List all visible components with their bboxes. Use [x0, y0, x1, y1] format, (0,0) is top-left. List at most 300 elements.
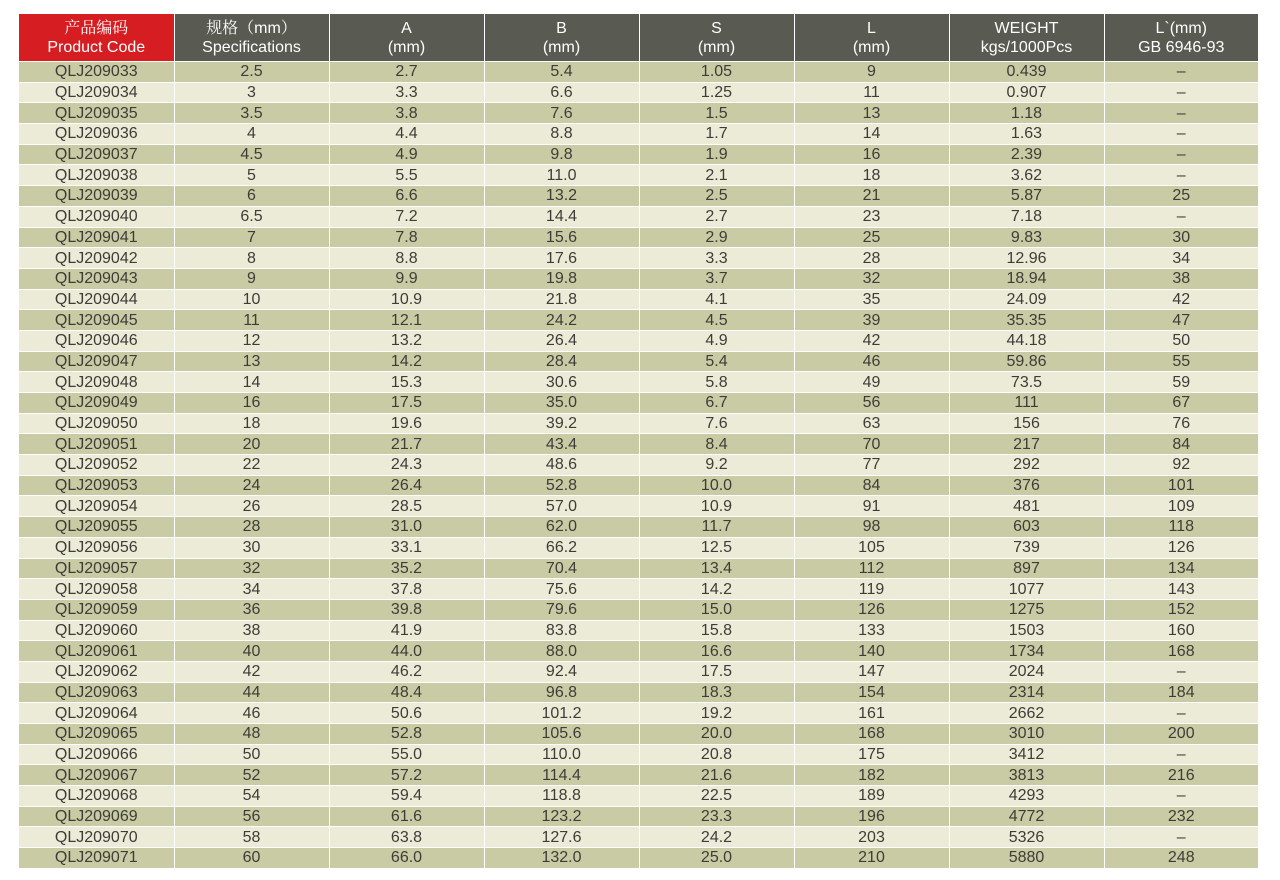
table-cell: 11: [174, 310, 329, 331]
header-line: A: [401, 19, 412, 37]
table-cell: 5.4: [639, 351, 794, 372]
table-row: [19, 682, 1258, 703]
table-cell: 96.8: [484, 682, 639, 703]
table-cell: 57.0: [484, 496, 639, 517]
table-cell: 8: [174, 248, 329, 269]
table-header-row: [19, 14, 1258, 62]
table-row: [19, 434, 1258, 455]
header-product-code: [19, 14, 174, 62]
table-cell: QLJ209067: [19, 765, 174, 786]
table-cell: 20: [174, 434, 329, 455]
table-cell: 9.8: [484, 144, 639, 165]
table-cell: 24.09: [949, 289, 1104, 310]
table-cell: 3.7: [639, 268, 794, 289]
table-cell: 3: [174, 82, 329, 103]
table-cell: 47: [1104, 310, 1258, 331]
table-cell: 70.4: [484, 558, 639, 579]
table-cell: 182: [794, 765, 949, 786]
table-cell: 118: [1104, 517, 1258, 538]
table-row: [19, 579, 1258, 600]
table-row: [19, 124, 1258, 145]
table-row: [19, 641, 1258, 662]
table-cell: 4772: [949, 806, 1104, 827]
table-cell: QLJ209052: [19, 455, 174, 476]
table-cell: 4.5: [174, 144, 329, 165]
table-cell: QLJ209065: [19, 724, 174, 745]
table-cell: QLJ209054: [19, 496, 174, 517]
table-row: [19, 517, 1258, 538]
table-cell: 19.8: [484, 268, 639, 289]
table-row: [19, 227, 1258, 248]
table-cell: QLJ209035: [19, 103, 174, 124]
table-cell: 154: [794, 682, 949, 703]
table-cell: 36: [174, 599, 329, 620]
table-cell: 84: [794, 475, 949, 496]
table-cell: 55.0: [329, 744, 484, 765]
table-cell: 123.2: [484, 806, 639, 827]
table-cell: 41.9: [329, 620, 484, 641]
table-cell: 3.8: [329, 103, 484, 124]
table-row: [19, 289, 1258, 310]
table-cell: QLJ209047: [19, 351, 174, 372]
table-cell: QLJ209057: [19, 558, 174, 579]
table-cell: QLJ209039: [19, 186, 174, 207]
table-row: [19, 330, 1258, 351]
table-cell: 8.4: [639, 434, 794, 455]
table-cell: 203: [794, 827, 949, 848]
table-row: [19, 786, 1258, 807]
table-cell: 4.4: [329, 124, 484, 145]
table-cell: –: [1104, 661, 1258, 682]
table-cell: 26.4: [329, 475, 484, 496]
table-cell: 140: [794, 641, 949, 662]
table-cell: 14.2: [639, 579, 794, 600]
table-cell: 9: [174, 268, 329, 289]
table-cell: 56: [794, 393, 949, 414]
table-cell: 134: [1104, 558, 1258, 579]
table-row: [19, 724, 1258, 745]
table-cell: 76: [1104, 413, 1258, 434]
table-cell: 91: [794, 496, 949, 517]
header-line: S: [711, 19, 722, 37]
table-cell: 67: [1104, 393, 1258, 414]
table-row: [19, 372, 1258, 393]
table-cell: 21: [794, 186, 949, 207]
table-cell: QLJ209037: [19, 144, 174, 165]
table-cell: 33.1: [329, 537, 484, 558]
table-cell: QLJ209060: [19, 620, 174, 641]
table-cell: 603: [949, 517, 1104, 538]
table-cell: –: [1104, 62, 1258, 83]
header-line: L`(mm): [1155, 19, 1208, 37]
table-cell: 133: [794, 620, 949, 641]
table-cell: 5.5: [329, 165, 484, 186]
table-cell: 0.907: [949, 82, 1104, 103]
table-cell: 44.0: [329, 641, 484, 662]
table-cell: 52.8: [329, 724, 484, 745]
table-cell: 44.18: [949, 330, 1104, 351]
table-cell: QLJ209051: [19, 434, 174, 455]
table-cell: 248: [1104, 848, 1258, 868]
table-cell: 7.18: [949, 206, 1104, 227]
table-cell: 1734: [949, 641, 1104, 662]
table-row: [19, 144, 1258, 165]
table-cell: 5326: [949, 827, 1104, 848]
table-cell: 88.0: [484, 641, 639, 662]
table-cell: 14: [174, 372, 329, 393]
table-cell: 21.8: [484, 289, 639, 310]
table-cell: 28.5: [329, 496, 484, 517]
table-cell: 23: [794, 206, 949, 227]
table-cell: 168: [794, 724, 949, 745]
table-cell: 10.9: [329, 289, 484, 310]
table-cell: 73.5: [949, 372, 1104, 393]
table-cell: 13: [174, 351, 329, 372]
table-cell: 34: [1104, 248, 1258, 269]
table-cell: 7.8: [329, 227, 484, 248]
header-line: (mm): [542, 38, 581, 56]
table-cell: 75.6: [484, 579, 639, 600]
header-a: [329, 14, 484, 62]
table-cell: 35.0: [484, 393, 639, 414]
table-cell: 48.4: [329, 682, 484, 703]
table-cell: 1.63: [949, 124, 1104, 145]
table-cell: 26: [174, 496, 329, 517]
table-cell: 30.6: [484, 372, 639, 393]
header-line: (mm): [387, 38, 426, 56]
table-row: [19, 599, 1258, 620]
table-cell: QLJ209069: [19, 806, 174, 827]
table-cell: QLJ209036: [19, 124, 174, 145]
header-line: WEIGHT: [994, 19, 1059, 37]
table-cell: 28: [174, 517, 329, 538]
table-cell: 2.39: [949, 144, 1104, 165]
table-cell: QLJ209066: [19, 744, 174, 765]
table-row: [19, 703, 1258, 724]
table-cell: 14.4: [484, 206, 639, 227]
table-cell: 44: [174, 682, 329, 703]
table-cell: 114.4: [484, 765, 639, 786]
table-cell: 11: [794, 82, 949, 103]
table-cell: 1.05: [639, 62, 794, 83]
table-cell: 897: [949, 558, 1104, 579]
table-row: [19, 351, 1258, 372]
table-cell: 132.0: [484, 848, 639, 868]
table-cell: 50: [174, 744, 329, 765]
table-cell: 18: [794, 165, 949, 186]
table-cell: 9.9: [329, 268, 484, 289]
table-cell: 161: [794, 703, 949, 724]
table-cell: 37.8: [329, 579, 484, 600]
table-row: [19, 620, 1258, 641]
table-cell: 55: [1104, 351, 1258, 372]
table-cell: 152: [1104, 599, 1258, 620]
table-cell: 7.2: [329, 206, 484, 227]
table-cell: 481: [949, 496, 1104, 517]
table-cell: 13: [794, 103, 949, 124]
table-cell: 48.6: [484, 455, 639, 476]
table-cell: 168: [1104, 641, 1258, 662]
table-cell: 184: [1104, 682, 1258, 703]
table-cell: 39.2: [484, 413, 639, 434]
table-cell: 24: [174, 475, 329, 496]
header-line: 规格（mm）: [206, 19, 297, 37]
table-cell: 105.6: [484, 724, 639, 745]
table-cell: 111: [949, 393, 1104, 414]
table-cell: 110.0: [484, 744, 639, 765]
table-cell: 1.5: [639, 103, 794, 124]
header-line: Product Code: [47, 38, 146, 56]
table-cell: 77: [794, 455, 949, 476]
table-cell: QLJ209040: [19, 206, 174, 227]
table-cell: 1.18: [949, 103, 1104, 124]
table-cell: QLJ209041: [19, 227, 174, 248]
table-cell: 52: [174, 765, 329, 786]
table-cell: 14.2: [329, 351, 484, 372]
table-cell: 66.2: [484, 537, 639, 558]
table-cell: QLJ209055: [19, 517, 174, 538]
table-cell: QLJ209034: [19, 82, 174, 103]
table-cell: QLJ209063: [19, 682, 174, 703]
table-cell: 84: [1104, 434, 1258, 455]
table-cell: QLJ209033: [19, 62, 174, 83]
header-s: [639, 14, 794, 62]
table-cell: 24.3: [329, 455, 484, 476]
table-cell: –: [1104, 82, 1258, 103]
table-cell: 5: [174, 165, 329, 186]
header-line: GB 6946-93: [1138, 38, 1225, 56]
table-cell: 38: [1104, 268, 1258, 289]
table-cell: 16: [174, 393, 329, 414]
table-cell: 2662: [949, 703, 1104, 724]
table-cell: 7: [174, 227, 329, 248]
table-cell: 28.4: [484, 351, 639, 372]
table-cell: 216: [1104, 765, 1258, 786]
table-cell: 147: [794, 661, 949, 682]
table-cell: 217: [949, 434, 1104, 455]
table-cell: 126: [1104, 537, 1258, 558]
table-cell: 189: [794, 786, 949, 807]
table-cell: 232: [1104, 806, 1258, 827]
table-cell: 15.0: [639, 599, 794, 620]
table-row: [19, 82, 1258, 103]
table-cell: QLJ209048: [19, 372, 174, 393]
table-cell: 63: [794, 413, 949, 434]
table-cell: 15.3: [329, 372, 484, 393]
table-body: [19, 62, 1258, 868]
header-l-prime: [1104, 14, 1258, 62]
table-cell: 25: [1104, 186, 1258, 207]
table-cell: 4: [174, 124, 329, 145]
table-cell: 3412: [949, 744, 1104, 765]
table-cell: 11.0: [484, 165, 639, 186]
table-cell: –: [1104, 827, 1258, 848]
spec-table-container: [19, 14, 1258, 868]
table-cell: 2.1: [639, 165, 794, 186]
table-cell: 4.1: [639, 289, 794, 310]
header-line: (mm): [697, 38, 736, 56]
table-cell: –: [1104, 124, 1258, 145]
table-row: [19, 268, 1258, 289]
table-cell: 9.83: [949, 227, 1104, 248]
table-cell: –: [1104, 103, 1258, 124]
table-row: [19, 62, 1258, 83]
table-cell: 20.0: [639, 724, 794, 745]
table-cell: 101: [1104, 475, 1258, 496]
table-cell: 21.6: [639, 765, 794, 786]
header-line: Specifications: [202, 38, 301, 56]
table-cell: 6: [174, 186, 329, 207]
table-cell: 12: [174, 330, 329, 351]
table-cell: 6.6: [484, 82, 639, 103]
table-row: [19, 186, 1258, 207]
table-cell: 12.5: [639, 537, 794, 558]
table-cell: 4.9: [329, 144, 484, 165]
table-cell: 7.6: [484, 103, 639, 124]
table-row: [19, 413, 1258, 434]
table-cell: 30: [1104, 227, 1258, 248]
table-row: [19, 248, 1258, 269]
header-line: 产品编码: [64, 19, 129, 37]
table-row: [19, 537, 1258, 558]
table-cell: 21.7: [329, 434, 484, 455]
table-row: [19, 827, 1258, 848]
table-cell: 105: [794, 537, 949, 558]
table-cell: 42: [174, 661, 329, 682]
table-cell: 9.2: [639, 455, 794, 476]
table-cell: 46: [794, 351, 949, 372]
table-cell: 4.5: [639, 310, 794, 331]
table-cell: 35.35: [949, 310, 1104, 331]
header-line: L: [867, 19, 876, 37]
table-cell: 46: [174, 703, 329, 724]
table-cell: 5880: [949, 848, 1104, 868]
table-row: [19, 765, 1258, 786]
table-cell: QLJ209046: [19, 330, 174, 351]
table-cell: 46.2: [329, 661, 484, 682]
table-cell: 3.5: [174, 103, 329, 124]
table-cell: 175: [794, 744, 949, 765]
header-line: B: [556, 19, 567, 37]
table-cell: 63.8: [329, 827, 484, 848]
table-cell: 62.0: [484, 517, 639, 538]
table-cell: 24.2: [484, 310, 639, 331]
table-row: [19, 165, 1258, 186]
table-cell: 42: [1104, 289, 1258, 310]
table-cell: 16.6: [639, 641, 794, 662]
table-cell: QLJ209053: [19, 475, 174, 496]
table-cell: –: [1104, 144, 1258, 165]
table-cell: QLJ209059: [19, 599, 174, 620]
table-row: [19, 310, 1258, 331]
table-cell: 10.9: [639, 496, 794, 517]
table-cell: 58: [174, 827, 329, 848]
header-line: (mm): [852, 38, 891, 56]
table-cell: 13.2: [329, 330, 484, 351]
table-cell: 32: [174, 558, 329, 579]
table-cell: 5.4: [484, 62, 639, 83]
table-cell: 17.6: [484, 248, 639, 269]
table-cell: 66.0: [329, 848, 484, 868]
table-cell: 5.8: [639, 372, 794, 393]
table-cell: 32: [794, 268, 949, 289]
table-cell: 35: [794, 289, 949, 310]
table-cell: 0.439: [949, 62, 1104, 83]
table-row: [19, 848, 1258, 868]
table-cell: –: [1104, 703, 1258, 724]
table-cell: QLJ209042: [19, 248, 174, 269]
table-cell: 92: [1104, 455, 1258, 476]
table-cell: 20.8: [639, 744, 794, 765]
table-cell: 26.4: [484, 330, 639, 351]
table-cell: 15.6: [484, 227, 639, 248]
table-cell: 7.6: [639, 413, 794, 434]
table-cell: 56: [174, 806, 329, 827]
table-cell: 50: [1104, 330, 1258, 351]
table-cell: 18.3: [639, 682, 794, 703]
table-cell: 92.4: [484, 661, 639, 682]
table-cell: QLJ209068: [19, 786, 174, 807]
table-cell: 39: [794, 310, 949, 331]
table-cell: 10: [174, 289, 329, 310]
table-cell: 61.6: [329, 806, 484, 827]
table-cell: 24.2: [639, 827, 794, 848]
table-cell: QLJ209064: [19, 703, 174, 724]
table-cell: 50.6: [329, 703, 484, 724]
table-cell: 22: [174, 455, 329, 476]
table-cell: 1.7: [639, 124, 794, 145]
table-cell: 79.6: [484, 599, 639, 620]
table-row: [19, 206, 1258, 227]
table-cell: 19.6: [329, 413, 484, 434]
table-cell: 38: [174, 620, 329, 641]
table-cell: 160: [1104, 620, 1258, 641]
header-b: [484, 14, 639, 62]
table-cell: QLJ209045: [19, 310, 174, 331]
table-cell: 739: [949, 537, 1104, 558]
table-cell: –: [1104, 206, 1258, 227]
header-specifications: [174, 14, 329, 62]
table-cell: 6.6: [329, 186, 484, 207]
table-cell: 35.2: [329, 558, 484, 579]
table-cell: 43.4: [484, 434, 639, 455]
table-cell: 12.1: [329, 310, 484, 331]
table-cell: 23.3: [639, 806, 794, 827]
table-cell: 48: [174, 724, 329, 745]
header-line: kgs/1000Pcs: [980, 38, 1073, 56]
table-row: [19, 744, 1258, 765]
table-cell: 112: [794, 558, 949, 579]
table-cell: 3010: [949, 724, 1104, 745]
table-cell: 2024: [949, 661, 1104, 682]
table-cell: 28: [794, 248, 949, 269]
table-cell: 3813: [949, 765, 1104, 786]
table-cell: 1503: [949, 620, 1104, 641]
table-cell: 59.86: [949, 351, 1104, 372]
table-cell: 13.2: [484, 186, 639, 207]
table-cell: 70: [794, 434, 949, 455]
table-cell: 2.5: [639, 186, 794, 207]
table-cell: 22.5: [639, 786, 794, 807]
table-cell: 31.0: [329, 517, 484, 538]
table-cell: 9: [794, 62, 949, 83]
table-cell: 59: [1104, 372, 1258, 393]
table-cell: 17.5: [329, 393, 484, 414]
table-cell: 59.4: [329, 786, 484, 807]
table-cell: 109: [1104, 496, 1258, 517]
table-cell: QLJ209050: [19, 413, 174, 434]
table-cell: QLJ209071: [19, 848, 174, 868]
